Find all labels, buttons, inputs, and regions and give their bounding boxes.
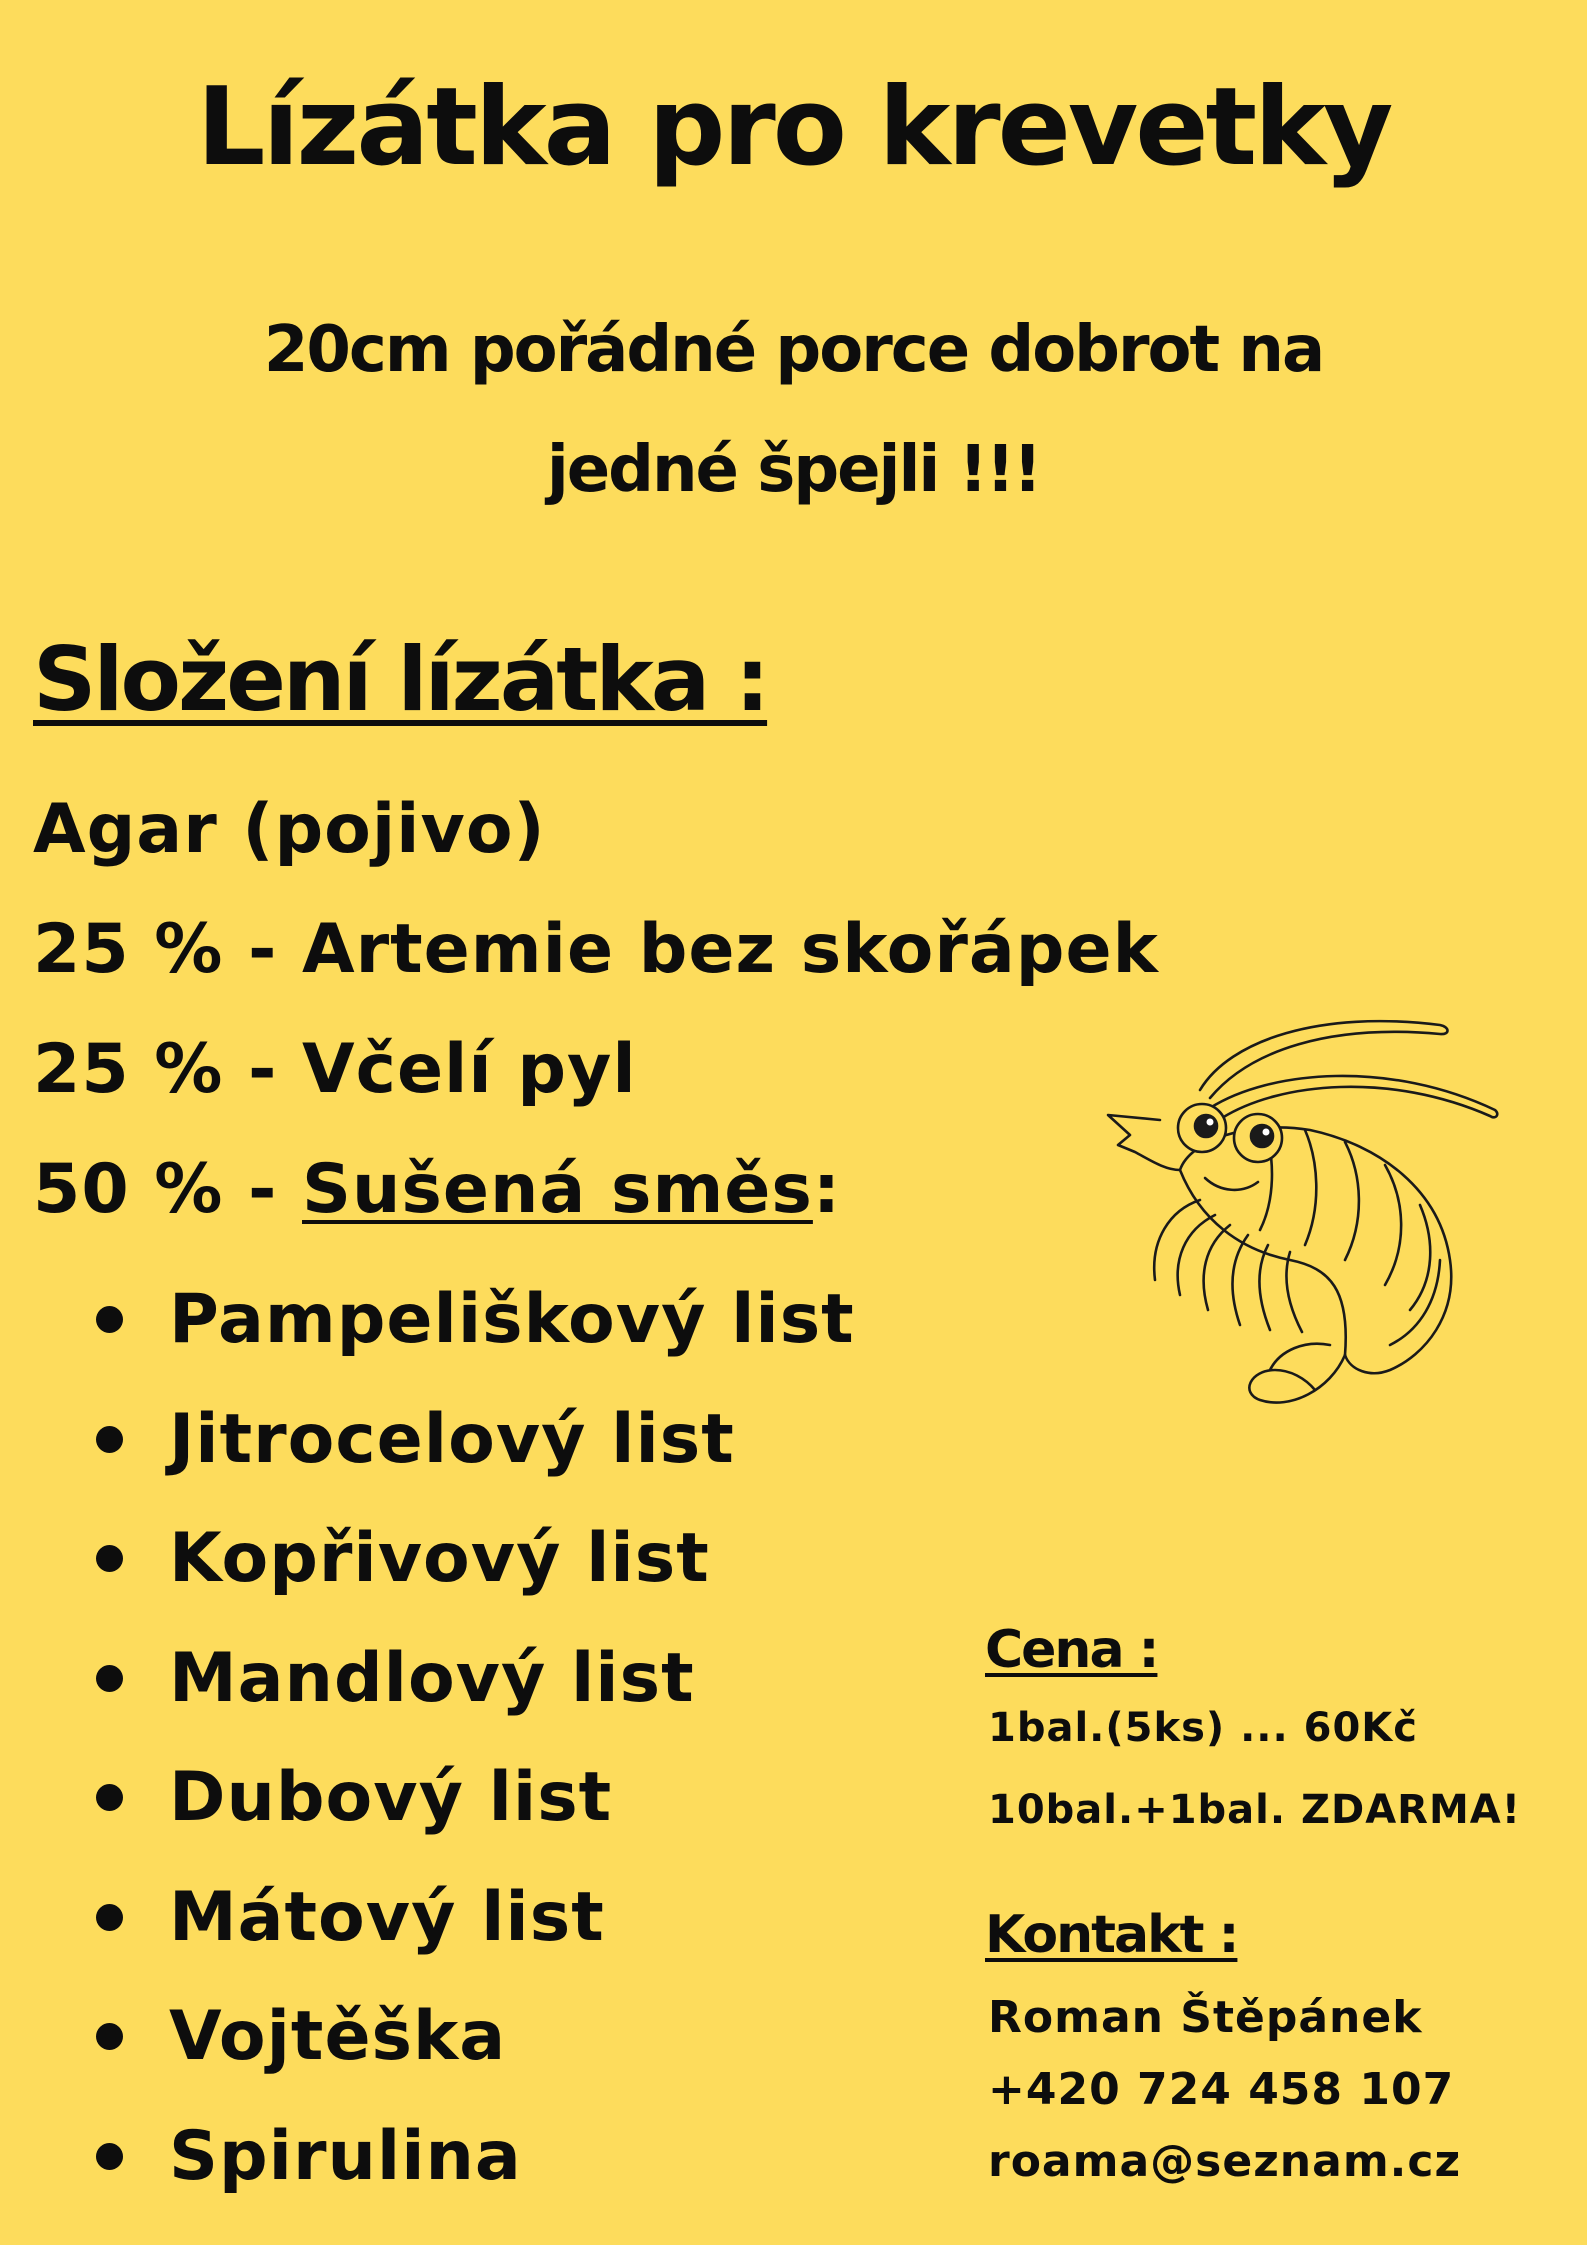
antenna-left bbox=[1200, 1021, 1448, 1098]
tail bbox=[1249, 1355, 1345, 1403]
antenna-right bbox=[1210, 1076, 1497, 1118]
subtitle-line-1: 20cm pořádné porce dobrot na bbox=[263, 313, 1324, 387]
list-item: Vojtěška bbox=[96, 1977, 855, 2097]
contact-name: Roman Štěpánek bbox=[988, 1992, 1423, 2043]
bullet-icon bbox=[96, 1784, 123, 1811]
bullet-icon bbox=[96, 1665, 123, 1692]
dried-mix-percent: 50 % - bbox=[33, 1150, 303, 1229]
contact-heading: Kontakt : bbox=[985, 1905, 1238, 1965]
contact-phone: +420 724 458 107 bbox=[988, 2064, 1455, 2115]
bullet-icon bbox=[96, 2023, 123, 2050]
list-item: Jitrocelový list bbox=[96, 1380, 855, 1500]
list-item: Kopřivový list bbox=[96, 1499, 855, 1619]
price-line-2: 10bal.+1bal. ZDARMA! bbox=[988, 1787, 1521, 1833]
contact-email: roama@seznam.cz bbox=[988, 2136, 1462, 2187]
rostrum bbox=[1108, 1115, 1180, 1170]
ingredient-binder: Agar (pojivo) bbox=[33, 790, 546, 869]
bullet-icon bbox=[96, 2143, 123, 2170]
list-item: Pampeliškový list bbox=[96, 1260, 855, 1380]
price-heading: Cena : bbox=[985, 1620, 1158, 1680]
price-line-1: 1bal.(5ks) ... 60Kč bbox=[988, 1705, 1418, 1751]
subtitle-line-2: jedné špejli !!! bbox=[546, 433, 1041, 507]
list-item: Mandlový list bbox=[96, 1619, 855, 1739]
dried-mix-list bbox=[96, 1260, 855, 2216]
smile bbox=[1205, 1178, 1258, 1190]
composition-heading: Složení lízátka : bbox=[33, 628, 768, 731]
ingredient-pollen: 25 % - Včelí pyl bbox=[33, 1030, 637, 1109]
ingredient-dried-mix bbox=[33, 1145, 841, 1235]
list-item: Spirulina bbox=[96, 2097, 855, 2217]
dried-mix-colon: : bbox=[812, 1150, 842, 1229]
page-title: Lízátka pro krevetky bbox=[196, 65, 1391, 190]
bullet-icon bbox=[96, 1545, 123, 1572]
ingredient-artemia: 25 % - Artemie bez skořápek bbox=[33, 910, 1159, 989]
shrimp-illustration bbox=[1090, 1010, 1510, 1430]
bullet-icon bbox=[96, 1426, 123, 1453]
bullet-icon bbox=[96, 1904, 123, 1931]
list-item: Dubový list bbox=[96, 1738, 855, 1858]
dried-mix-label: Sušená směs bbox=[302, 1150, 813, 1229]
list-item: Mátový list bbox=[96, 1858, 855, 1978]
bullet-icon bbox=[96, 1306, 123, 1333]
